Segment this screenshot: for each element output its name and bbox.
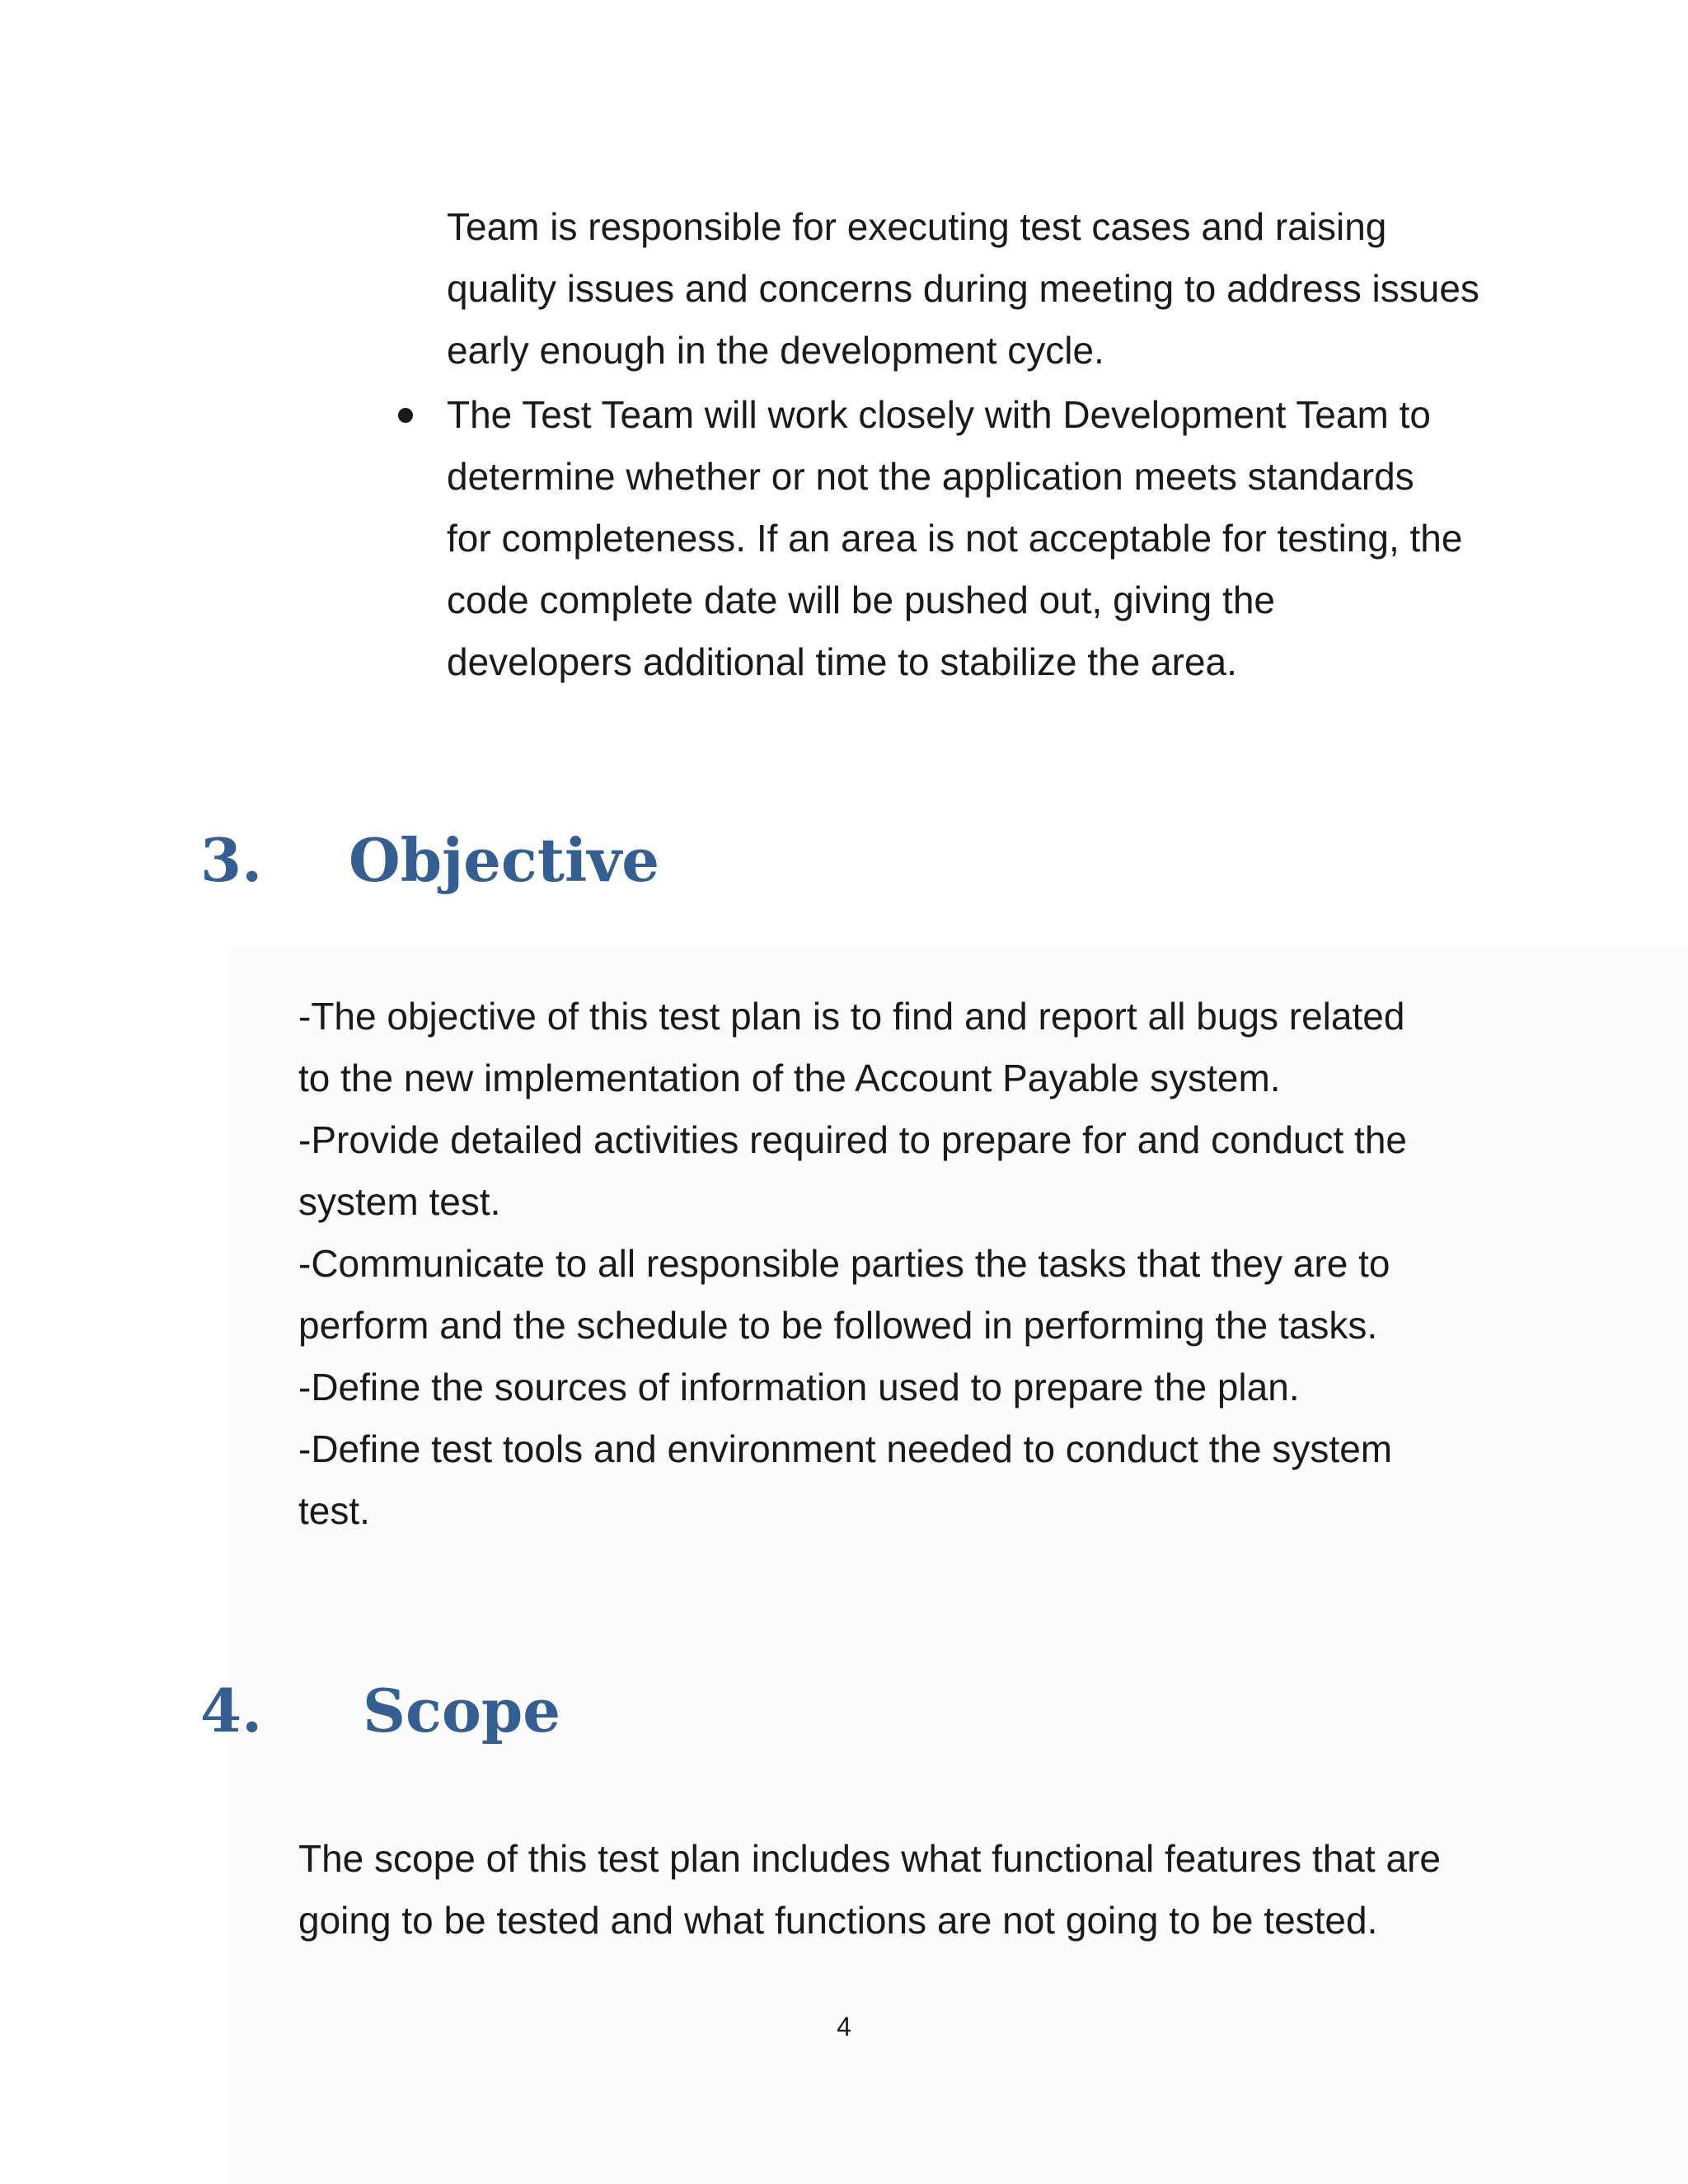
text-line: -Provide detailed activities required to prepare for and conduct the — [298, 1118, 1408, 1161]
section-title: Objective — [349, 825, 660, 895]
text-line: system test. — [298, 1180, 501, 1223]
text-line: perform and the schedule to be followed in performing the tasks. — [298, 1304, 1378, 1347]
text-line: going to be tested and what functions are not going to be tested. — [298, 1899, 1378, 1942]
text-line: to the new implementation of the Account Payable system. — [298, 1057, 1281, 1099]
bullet-icon — [398, 408, 413, 423]
section-heading-objective — [200, 825, 660, 895]
text-line: Team is responsible for executing test cases and raising — [447, 205, 1387, 248]
scope-body — [298, 1828, 1535, 1952]
text-line: -Define the sources of information used to prepare the plan. — [298, 1366, 1300, 1408]
section-number: 3. — [200, 825, 263, 895]
text-line: test. — [298, 1489, 370, 1532]
text-line: -Define test tools and environment needed to conduct the system — [298, 1427, 1393, 1470]
continued-paragraph — [447, 196, 1551, 382]
section-heading-scope — [200, 1675, 561, 1746]
text-line: -The objective of this test plan is to find and report all bugs related — [298, 995, 1405, 1038]
section-title: Scope — [363, 1675, 561, 1746]
text-line: for completeness. If an area is not acceptable for testing, the — [447, 517, 1463, 560]
text-line: The scope of this test plan includes what functional features that are — [298, 1837, 1441, 1880]
text-line: quality issues and concerns during meeting to address issues — [447, 267, 1479, 310]
page-number: 4 — [837, 2012, 851, 2041]
bullet-list — [396, 384, 1550, 693]
bullet-item — [396, 384, 1550, 693]
text-line: code complete date will be pushed out, giving the — [447, 579, 1275, 621]
text-line: developers additional time to stabilize the area. — [447, 640, 1237, 683]
text-line: -Communicate to all responsible parties the tasks that they are to — [298, 1242, 1390, 1285]
text-line: early enough in the development cycle. — [447, 329, 1104, 372]
text-line: The Test Team will work closely with Development Team to — [447, 393, 1431, 436]
section-number: 4. — [200, 1675, 263, 1746]
text-line: determine whether or not the application meets standards — [447, 455, 1414, 498]
objective-body — [298, 986, 1535, 1542]
